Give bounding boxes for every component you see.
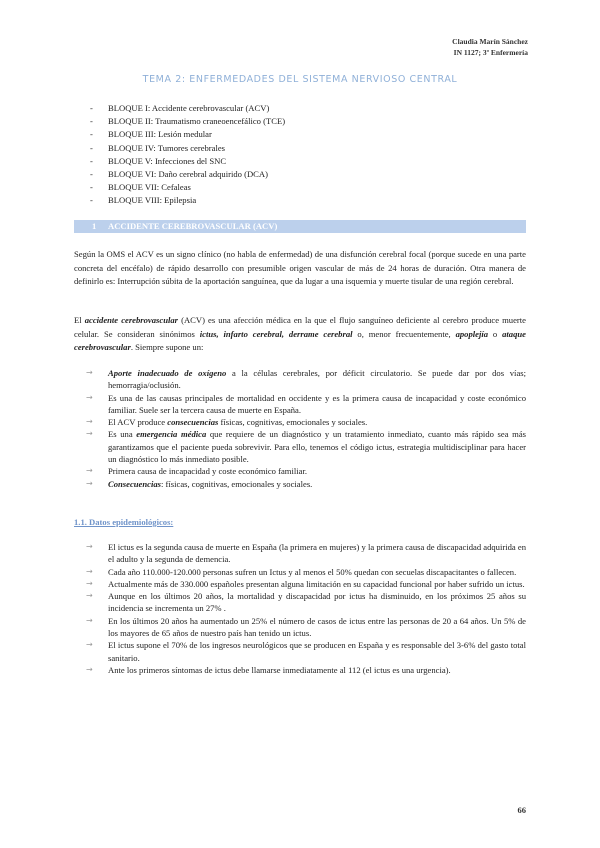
paragraph-acv — [74, 314, 526, 355]
list-item: - BLOQUE VII: Cefaleas — [90, 181, 285, 194]
list-item: → El ictus supone el 70% de los ingresos neurológicos que se producen en España y es responsable del 3-6% del gasto total sanitario. — [108, 639, 526, 664]
page-header — [452, 36, 528, 58]
bold-term: apoplejía — [455, 328, 489, 339]
acv-points-list — [108, 367, 526, 490]
text: físicas, cognitivas, emocionales y sociales. — [218, 417, 368, 428]
section-title: ACCIDENTE CEREBROVASCULAR (ACV) — [107, 221, 278, 231]
bold-term: ictus, infarto cerebral, derrame cerebral — [199, 328, 353, 339]
subsection-heading: 1.1. Datos epidemiológicos: — [74, 517, 174, 527]
bold-term: ataque cerebrovascular — [74, 328, 526, 352]
course-info: IN 1127; 3º Enfermería — [453, 48, 528, 57]
paragraph-definition: Según la OMS el ACV es un signo clínico (no habla de enfermedad) de una disfunción cerebral focal (porque sucede en una parte concreta del encéfalo) de rápido desarrollo con presumible origen vascular de más de 24 horas de duración. Otra manera de definirlo es: Interrupción súbita de la aportación sanguínea, que da lugar a una isquemia y muerte tisular de una región cerebral. — [74, 249, 526, 286]
text: Es una — [108, 429, 137, 440]
list-item: → Cada año 110.000-120.000 personas sufren un Ictus y al menos el 50% quedan con secuelas discapacitantes o fallecen. — [108, 566, 526, 578]
text: (ACV) es una afección médica en la que el flujo sanguíneo deficiente al cerebro produce muerte celular. Se consideran sinónimos — [74, 315, 526, 339]
list-item — [108, 416, 526, 428]
list-item — [108, 478, 526, 490]
section-heading — [74, 220, 526, 233]
list-item: - BLOQUE I: Accidente cerebrovascular (ACV) — [90, 102, 285, 115]
bold-term: accidente cerebrovascular — [84, 315, 179, 325]
text: Es una de las causas principales de mortalidad en occidente y es la primera causa de incapacidad y coste económico familiar. Suele ser la tercera causa de muerte en España. — [108, 392, 526, 415]
list-item — [108, 428, 526, 465]
page-number: 66 — [517, 805, 526, 815]
document-title: TEMA 2: ENFERMEDADES DEL SISTEMA NERVIOSO CENTRAL — [142, 74, 458, 85]
list-item — [108, 367, 526, 392]
text: Primera causa de incapacidad y coste económico familiar. — [108, 466, 308, 477]
bold-term: Consecuencias — [108, 478, 161, 489]
blocks-list — [90, 102, 285, 208]
list-item: - BLOQUE II: Traumatismo craneoencefálico (TCE) — [90, 115, 285, 128]
bold-term: Aporte inadecuado de oxígeno — [108, 368, 227, 378]
list-item: → Actualmente más de 330.000 españoles presentan alguna limitación en su capacidad funcional por haber sufrido un ictus. — [108, 578, 526, 590]
list-item — [108, 392, 526, 417]
text: a la células cerebrales, por déficit circulatorio. Se puede dar por dos vías; hemorragia/oclusión. — [108, 368, 526, 391]
list-item — [108, 465, 526, 477]
author-name: Claudia Marín Sánchez — [452, 37, 528, 46]
bold-term: consecuencias — [167, 417, 219, 428]
section-number: 1 — [92, 221, 97, 231]
list-item: - BLOQUE V: Infecciones del SNC — [90, 155, 285, 168]
list-item: → El ictus es la segunda causa de muerte en España (la primera en mujeres) y la primera causa de discapacidad adquirida en el adulto y la segunda de demencia. — [108, 541, 526, 566]
text: . Siempre supone un: — [130, 342, 204, 352]
list-item: - BLOQUE III: Lesión medular — [90, 128, 285, 141]
text: El — [74, 315, 85, 325]
list-item: - BLOQUE VI: Daño cerebral adquirido (DCA) — [90, 168, 285, 181]
list-item: - BLOQUE VIII: Epilepsia — [90, 194, 285, 207]
text: o, menor frecuentemente, — [352, 328, 456, 339]
text: : físicas, cognitivas, emocionales y sociales. — [161, 478, 313, 489]
list-item: → Ante los primeros síntomas de ictus debe llamarse inmediatamente al 112 (el ictus es una urgencia). — [108, 664, 526, 676]
text: que requiere de un diagnóstico y un tratamiento inmediato, cuanto más rápido sea más garantizamos que el paciente pueda sobrevivir. Para ello, tenemos el código ictus, estrategia multidisciplinar para hacer un diagnóstico lo más inmediato posible. — [108, 429, 526, 465]
list-item: → Aunque en los últimos 20 años, la mortalidad y discapacidad por ictus ha disminuido, en los próximos 25 años su incidencia se incrementa un 27% . — [108, 590, 526, 615]
list-item: → En los últimos 20 años ha aumentado un 25% el número de casos de ictus entre las personas de 20 a 64 años. Un 5% de los mayores de 65 años de nuestro país han tenido un ictus. — [108, 615, 526, 640]
epi-points-list — [108, 541, 526, 676]
text: El ACV produce — [108, 417, 168, 428]
text: o — [488, 328, 503, 339]
list-item: - BLOQUE IV: Tumores cerebrales — [90, 142, 285, 155]
bold-term: emergencia médica — [136, 429, 207, 440]
